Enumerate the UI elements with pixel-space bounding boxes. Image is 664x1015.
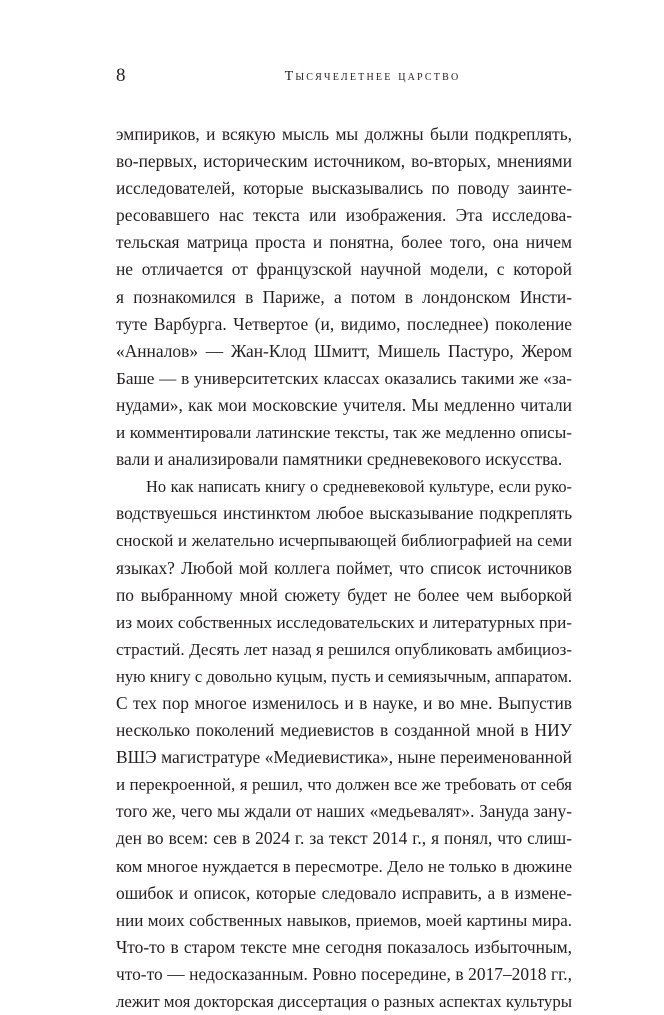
text-line: по выбранному мной сюжету будет не более чем выборкой — [116, 584, 572, 605]
text-line: я познакомился в Париже, а потом в лондонском Инсти- — [116, 286, 572, 307]
body-text — [116, 121, 572, 1015]
text-line: «Анналов» — Жан-Клод Шмитт, Мишель Пастуро, Жером — [116, 340, 572, 361]
text-line: ден во всем: сев в 2024 г. за текст 2014 г., я понял, что слиш- — [116, 828, 572, 849]
text-line: Баше — в университетских классах оказались такими же «за- — [116, 368, 572, 388]
text-line: что-то — недосказанным. Ровно посередине, в 2017–2018 гг., — [116, 963, 572, 984]
text-line: нудами», как мои московские учителя. Мы медленно читали — [116, 394, 572, 415]
text-line: эмпириков, и всякую мысль мы должны были подкреплять, — [116, 124, 572, 144]
text-line: тельская матрица проста и понятна, более того, она ничем — [116, 232, 572, 253]
text-line: страстий. Десять лет назад я решился опубликовать амбициоз- — [116, 639, 572, 659]
text-line: вали и анализировали памятники средневекового искусства. — [116, 449, 563, 470]
text-line: ресовавшего нас текста или изображения. Эта исследова- — [116, 205, 572, 226]
text-line: не отличается от французской научной модели, с которой — [116, 259, 572, 280]
text-line: Что-то в старом тексте мне сегодня показалось избыточным, — [116, 936, 572, 957]
text-line: С тех пор многое изменилось и в науке, и во мне. Выпустив — [116, 692, 572, 713]
text-line: исследователей, которые высказывались по поводу заинте- — [116, 178, 572, 199]
text-line: ошибок и описок, которые следовало исправить, а в измене- — [116, 882, 572, 903]
text-line: и перекроенной, я решил, что должен все же требовать от себя — [116, 775, 572, 795]
text-line: нии моих собственных навыков, приемов, моей картины мира. — [116, 910, 572, 930]
text-line: и комментировали латинские тексты, так же медленно описы- — [116, 423, 572, 443]
text-line: из моих собственных исследовательских и литературных при- — [116, 612, 572, 632]
text-line: сноской и желательно исчерпывающей библиографией на семи — [116, 531, 572, 551]
text-line: во-первых, историческим источником, во-вторых, мнениями — [116, 151, 572, 172]
text-line: водствуешься инстинктом любое высказывание подкреплять — [116, 503, 572, 524]
text-line: туте Варбурга. Четвертое (и, видимо, последнее) поколение — [116, 313, 572, 334]
running-title: Тысячелетнее царство — [284, 69, 461, 84]
text-line: ком многое нуждается в пересмотре. Дело не только в дюжине — [116, 856, 572, 876]
text-line: лежит моя докторская диссертация о разных аспектах культуры — [116, 992, 572, 1011]
text-line: ВШЭ магистратуре «Медиевистика», ныне переименованной — [116, 747, 572, 768]
text-line: того же, чего мы ждали от наших «медьевалят». Зануда зану- — [116, 801, 572, 822]
text-line-indent: Но как написать книгу о средневековой культуре, если руко- — [146, 477, 572, 497]
page-number: 8 — [116, 65, 126, 86]
text-line: ную книгу с довольно куцым, пусть и семиязычным, аппаратом. — [116, 666, 572, 686]
text-line: несколько поколений медиевистов в созданной мной в НИУ — [116, 720, 572, 741]
text-line: языках? Любой мой коллега поймет, что список источников — [116, 557, 572, 578]
